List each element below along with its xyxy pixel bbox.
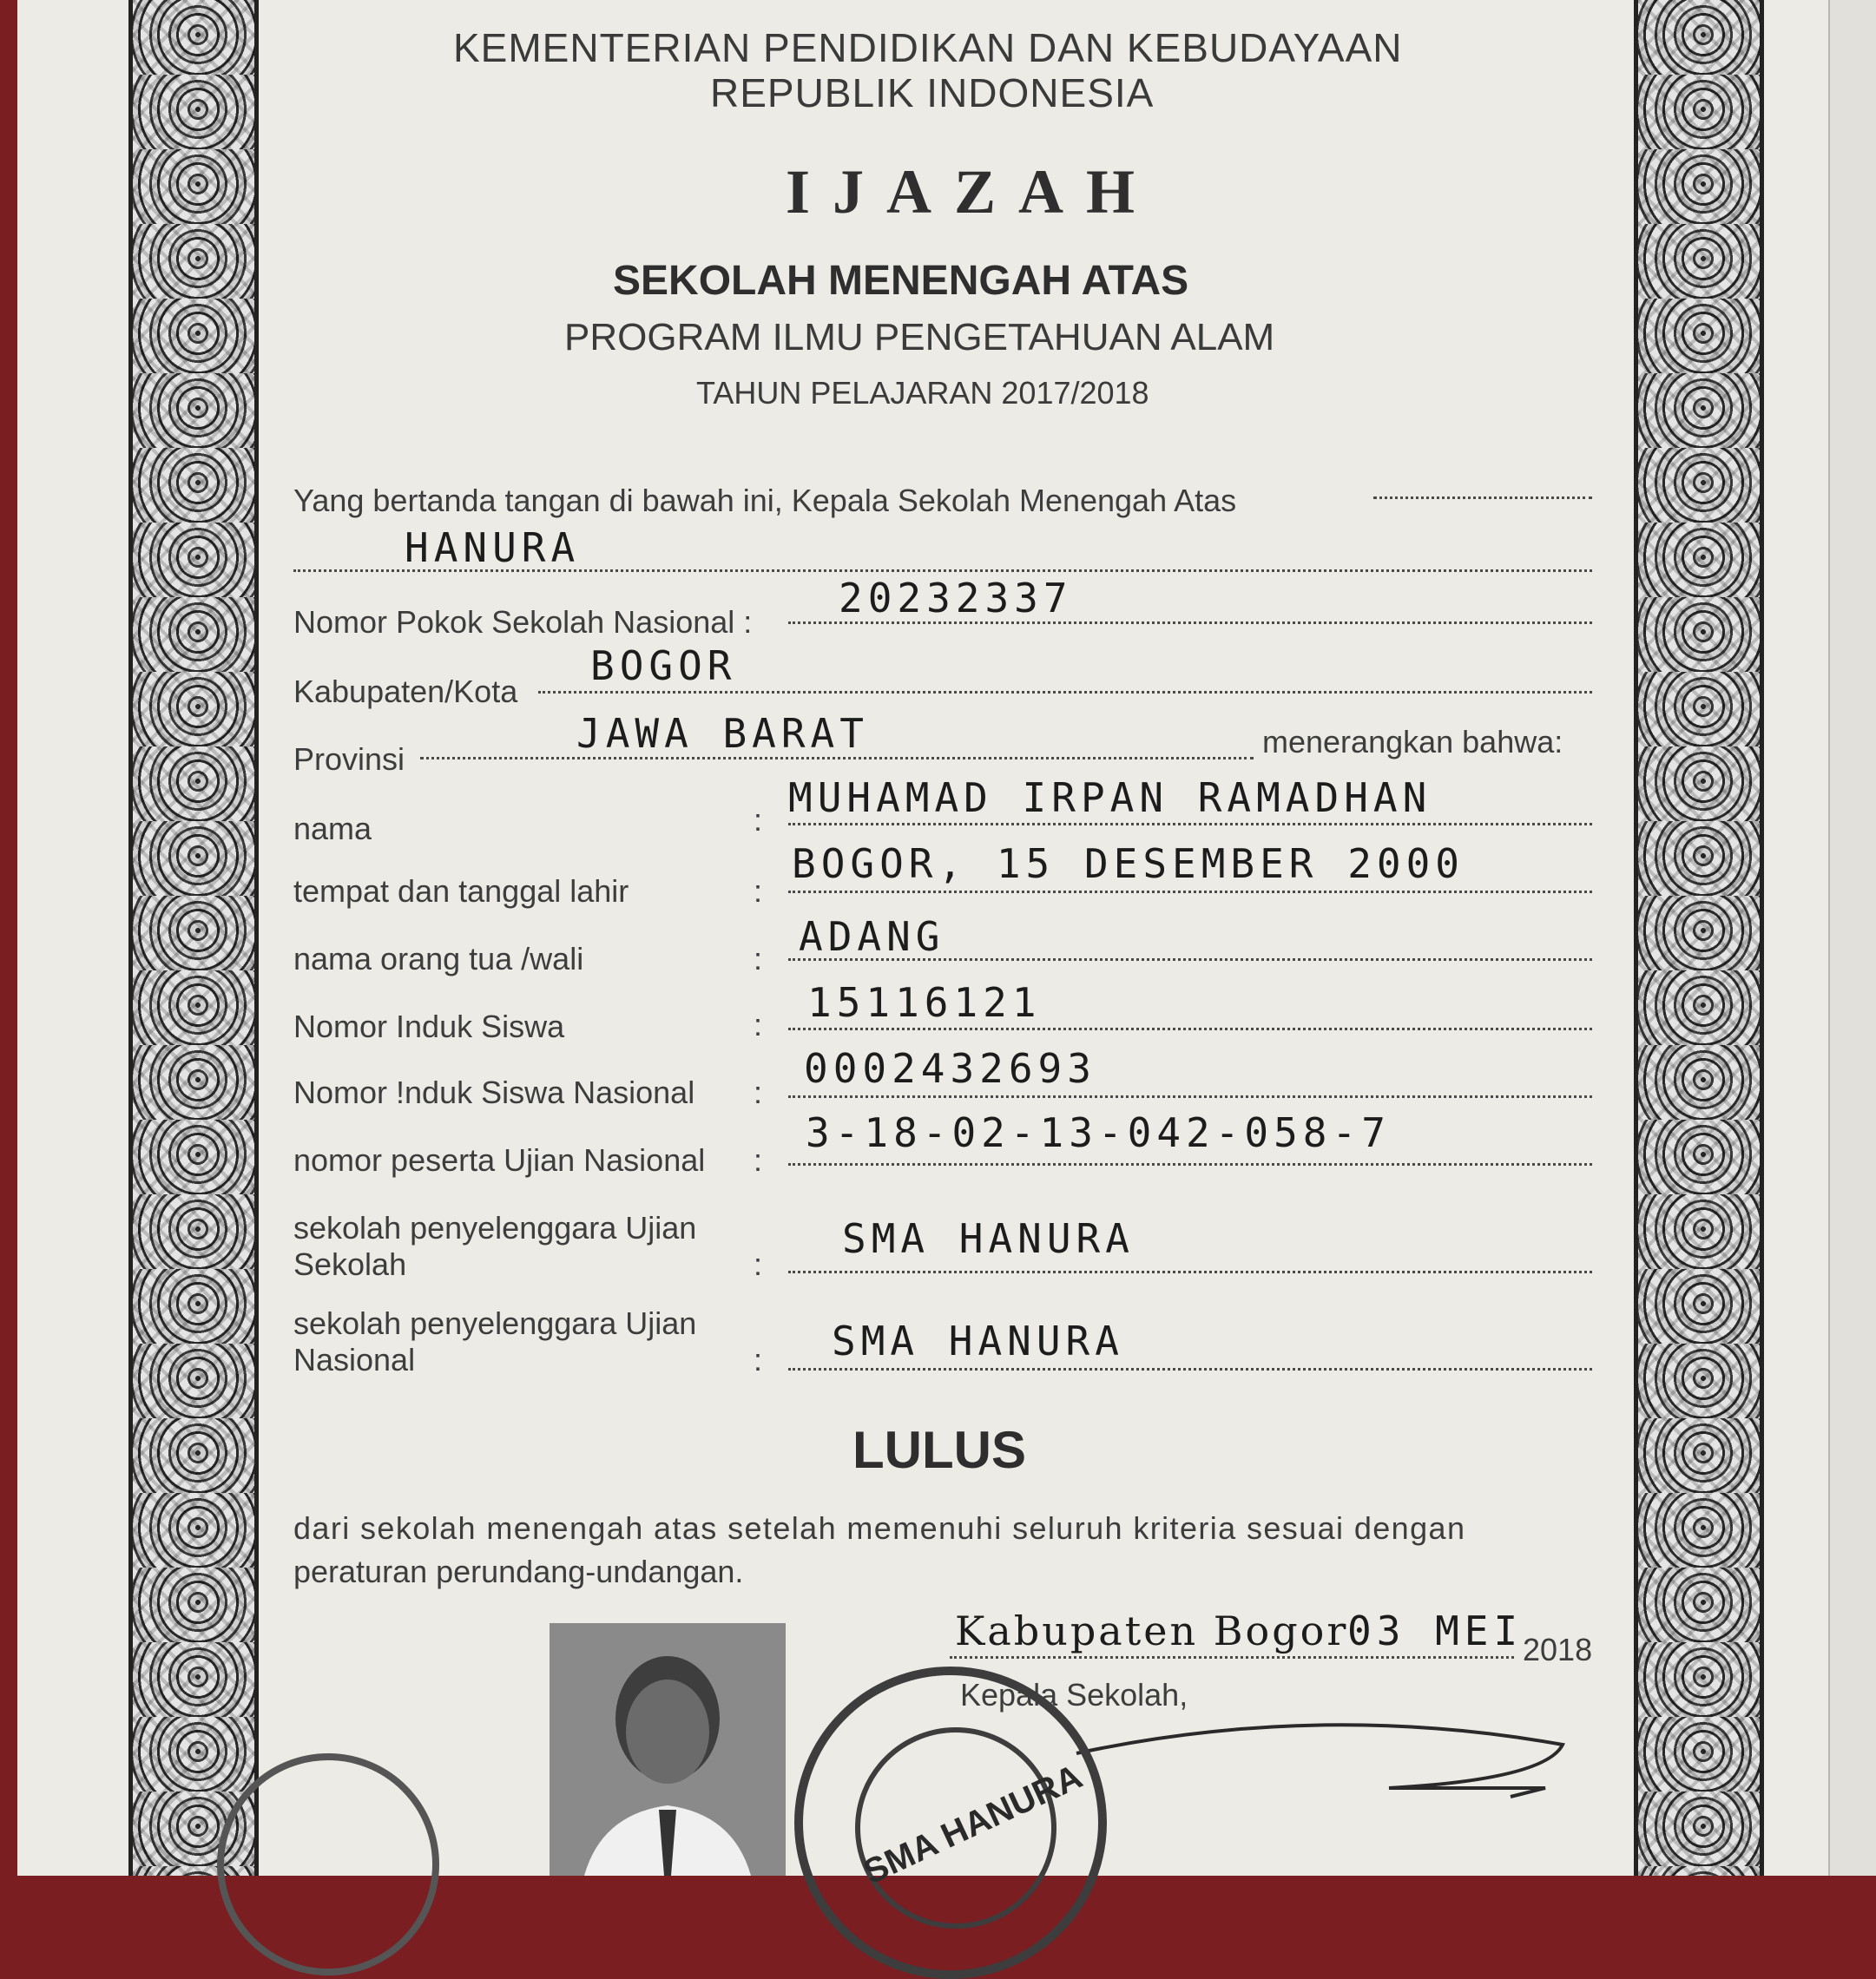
colon: : (754, 941, 763, 976)
dotted-line (950, 1656, 1514, 1659)
usn-value: SMA HANURA (832, 1318, 1124, 1364)
colon: : (754, 873, 763, 909)
signature-place: Kabupaten Bogor (955, 1608, 1349, 1654)
colon: : (754, 1246, 763, 1282)
program-heading: PROGRAM ILMU PENGETAHUAN ALAM (564, 316, 1275, 358)
dotted-line (538, 691, 1592, 694)
dotted-line (788, 823, 1592, 825)
dotted-line (788, 1095, 1592, 1098)
stamp-school-name: SMA HANURA (858, 1757, 1089, 1892)
dotted-line (788, 1271, 1592, 1273)
school-name-handwritten: HANURA (405, 524, 581, 571)
provinsi-label: Provinsi (293, 741, 405, 777)
nama-value: MUHAMAD IRPAN RAMADHAN (788, 774, 1432, 821)
colon: : (754, 1142, 763, 1178)
dotted-line (788, 891, 1592, 893)
ornamental-border-left (128, 0, 259, 1876)
dotted-line (788, 1368, 1592, 1371)
colon: : (754, 1075, 763, 1110)
dotted-line (788, 1028, 1592, 1030)
un-label: nomor peserta Ujian Nasional (293, 1142, 706, 1178)
nis-value: 15116121 (807, 979, 1042, 1026)
result-text-line1: dari sekolah menengah atas setelah memenuhi seluruh kriteria sesuai dengan (293, 1510, 1466, 1546)
dotted-line (788, 958, 1592, 961)
school-stamp (794, 1667, 1107, 1979)
dotted-line (788, 1163, 1592, 1166)
student-photo (550, 1623, 786, 1876)
portrait-image (550, 1623, 786, 1876)
nama-label: nama (293, 811, 372, 846)
republic-heading: REPUBLIK INDONESIA (710, 70, 1155, 115)
signature-date: 03 MEI (1347, 1608, 1524, 1654)
sheet-edge (1828, 0, 1876, 1876)
dotted-line (420, 757, 1254, 759)
nis-label: Nomor Induk Siswa (293, 1009, 565, 1044)
ministry-heading: KEMENTERIAN PENDIDIKAN DAN KEBUDAYAAN (453, 25, 1403, 70)
school-type-heading: SEKOLAH MENENGAH ATAS (613, 258, 1189, 304)
result-status: LULUS (852, 1421, 1026, 1479)
npsn-value: 20232337 (839, 575, 1073, 621)
us-label-line1: sekolah penyelenggara Ujian (293, 1210, 697, 1246)
dotted-line (788, 621, 1592, 624)
kabupaten-value: BOGOR (590, 642, 737, 689)
ortu-label: nama orang tua /wali (293, 941, 584, 976)
colon: : (754, 802, 763, 838)
nisn-label: Nomor !nduk Siswa Nasional (293, 1075, 695, 1110)
ttl-label: tempat dan tanggal lahir (293, 873, 629, 909)
dotted-line (293, 569, 1592, 572)
npsn-label: Nomor Pokok Sekolah Nasional : (293, 604, 753, 640)
signature-year: 2018 (1523, 1632, 1593, 1667)
ornamental-border-right (1634, 0, 1764, 1876)
nisn-value: 0002432693 (804, 1045, 1096, 1092)
menerangkan-text: menerangkan bahwa: (1262, 724, 1563, 759)
result-text-line2: peraturan perundang-undangan. (293, 1554, 744, 1589)
usn-label-line2: Nasional (293, 1342, 416, 1377)
un-value: 3-18-02-13-042-058-7 (806, 1109, 1391, 1156)
ortu-value: ADANG (799, 913, 945, 960)
dotted-line (1373, 496, 1592, 499)
colon: : (754, 1342, 763, 1377)
ttl-value: BOGOR, 15 DESEMBER 2000 (792, 840, 1465, 887)
us-value: SMA HANURA (842, 1215, 1135, 1262)
provinsi-value: JAWA BARAT (576, 710, 869, 757)
kabupaten-label: Kabupaten/Kota (293, 674, 518, 709)
usn-label-line1: sekolah penyelenggara Ujian (293, 1305, 697, 1341)
headmaster-role: Kepala Sekolah, (960, 1677, 1188, 1713)
academic-year: TAHUN PELAJARAN 2017/2018 (696, 375, 1149, 411)
intro-text: Yang bertanda tangan di bawah ini, Kepala Sekolah Menengah Atas (293, 483, 1237, 518)
us-label-line2: Sekolah (293, 1246, 407, 1282)
ministry-emblem (217, 1753, 439, 1976)
handwritten-signature (1059, 1701, 1580, 1823)
document-title: IJAZAH (786, 157, 1158, 227)
colon: : (754, 1007, 763, 1042)
